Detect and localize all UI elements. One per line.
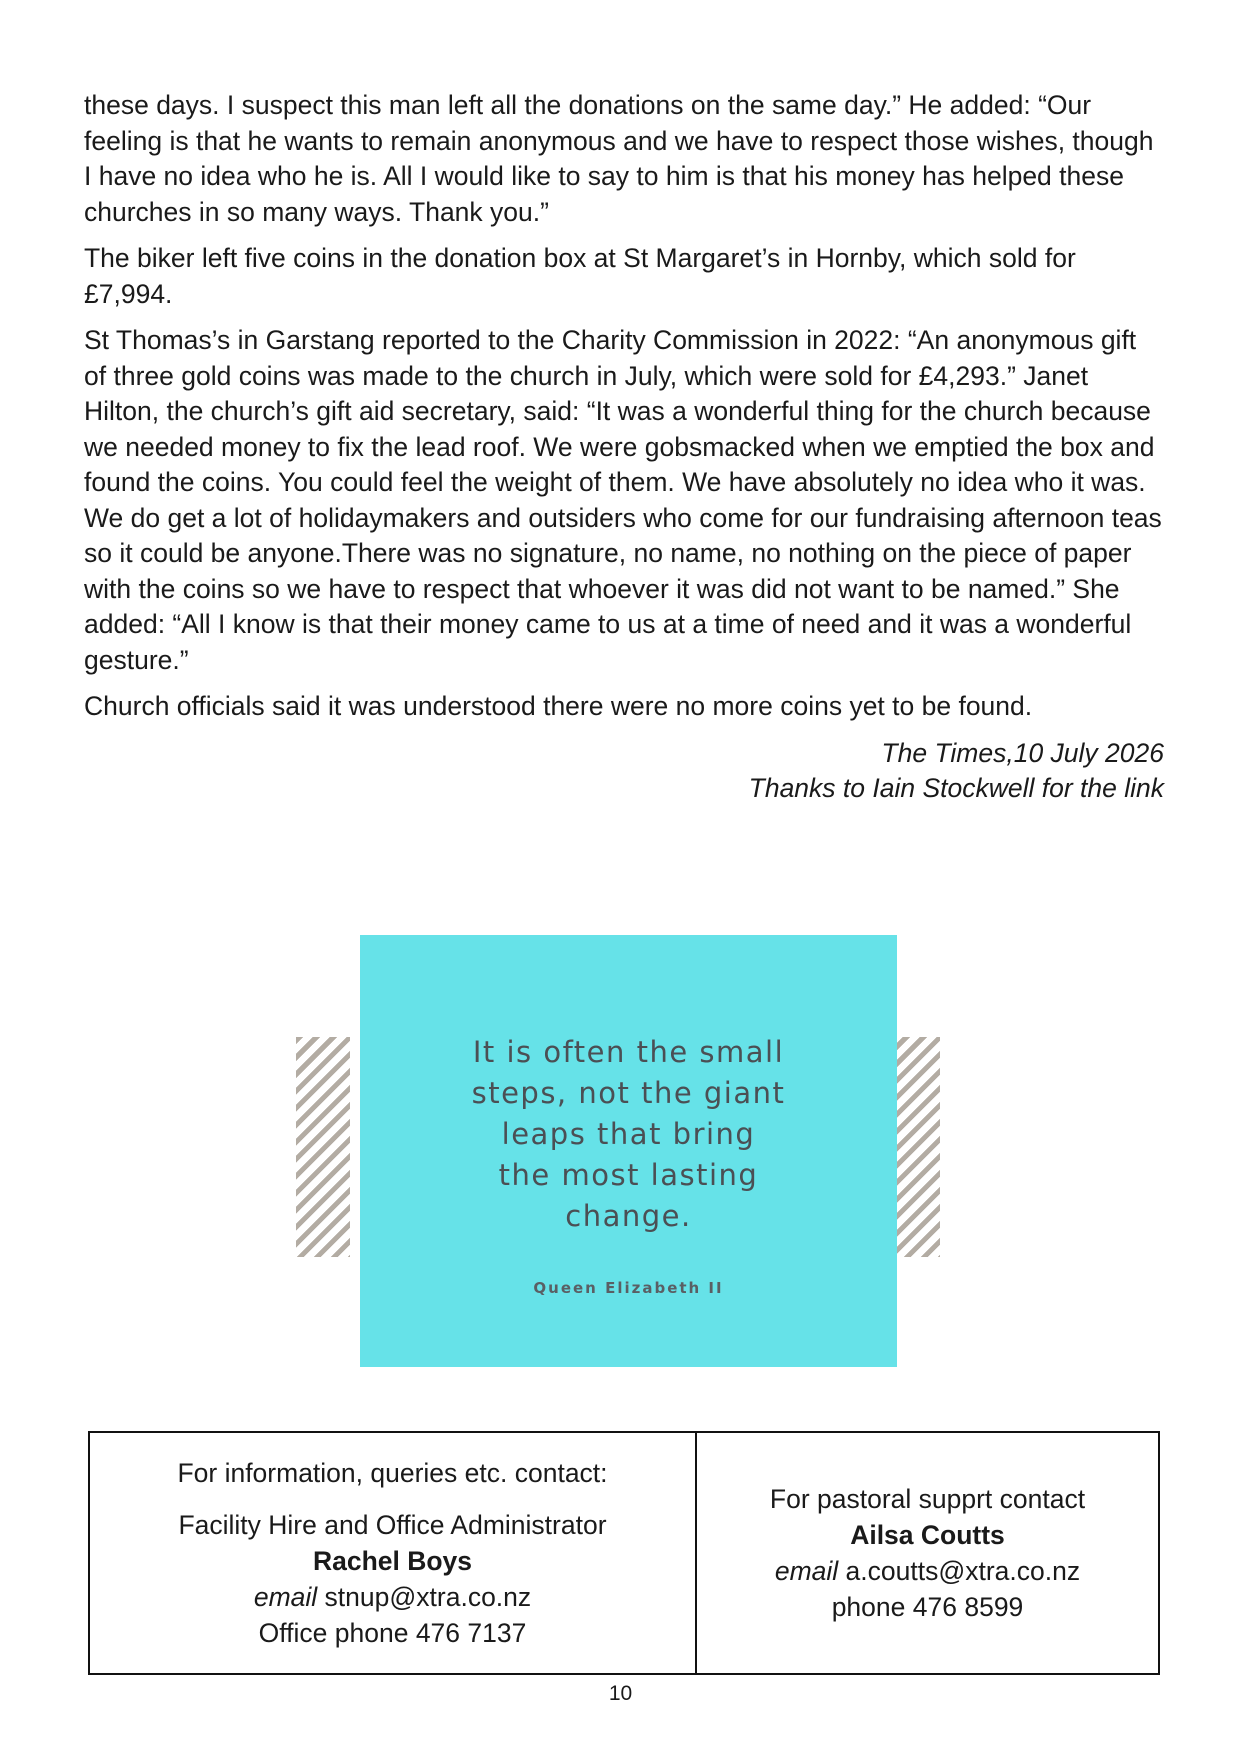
contact-office-email[interactable]: stnup@xtra.co.nz	[324, 1582, 532, 1612]
contact-office	[90, 1433, 697, 1673]
contact-pastoral-name: Ailsa Coutts	[850, 1520, 1005, 1550]
contact-office-name: Rachel Boys	[312, 1546, 473, 1576]
contact-office-phone-label: Office phone	[258, 1618, 409, 1648]
contact-pastoral-email-line	[697, 1553, 1158, 1589]
contact-office-role: Facility Hire and Office Administrator	[178, 1510, 607, 1540]
contact-pastoral-email[interactable]: a.coutts@xtra.co.nz	[845, 1556, 1081, 1586]
contact-pastoral-phone-label: phone	[831, 1592, 906, 1622]
article-credit	[84, 736, 1164, 806]
article-source: The Times,10 July 2026	[881, 737, 1164, 768]
contact-pastoral-email-label: email	[774, 1556, 839, 1586]
quote-text: It is often the small steps, not the giant leaps that bring the most lasting change.	[471, 1035, 786, 1233]
contact-box	[88, 1431, 1160, 1675]
contact-office-email-line	[90, 1579, 695, 1615]
contact-pastoral	[697, 1433, 1158, 1673]
contact-pastoral-heading: For pastoral supprt contact	[769, 1484, 1086, 1514]
article-paragraph: The biker left five coins in the donation box at St Margaret’s in Hornby, which sold for £7,994.	[84, 243, 1076, 309]
quote-author: Queen Elizabeth II	[533, 1279, 724, 1297]
contact-office-heading: For information, queries etc. contact:	[177, 1458, 608, 1488]
article-paragraph: Church officials said it was understood there were no more coins yet to be found.	[84, 691, 1033, 721]
contact-pastoral-phone: 476 8599	[912, 1592, 1024, 1622]
quote-card	[360, 935, 897, 1367]
contact-office-phone-line	[90, 1615, 695, 1651]
decorative-stripes-left	[296, 1037, 350, 1257]
quote-graphic	[296, 922, 940, 1380]
contact-office-email-label: email	[253, 1582, 318, 1612]
article-paragraph: these days. I suspect this man left all the donations on the same day.” He added: “Our feeling is that he wants to remain anonymous and we have to respect those wishes, though I have no idea who he is. All I would like to say to him is that his money has helped these churches in so many ways. Thank you.”	[84, 90, 1154, 227]
contact-office-phone: 476 7137	[415, 1618, 527, 1648]
contact-pastoral-phone-line	[697, 1589, 1158, 1625]
page-number: 10	[608, 1682, 633, 1705]
article-body	[84, 88, 1164, 806]
article-thanks: Thanks to Iain Stockwell for the link	[748, 772, 1164, 803]
article-paragraph: St Thomas’s in Garstang reported to the Charity Commission in 2022: “An anonymous gift of three gold coins was made to the church in July, which were sold for £4,293.” Janet Hilton, the church’s gift aid secretary, said: “It was a wonderful thing for the church because we needed money to fix the lead roof. We were gobsmacked when we emptied the box and found the coins. You could feel the weight of them. We have absolutely no idea who it was. We do get a lot of holidaymakers and outsiders who come for our fundraising afternoon teas so it could be anyone.There was no signature, no name, no nothing on the piece of paper with the coins so we have to respect that whoever it was did not want to be named.” She added: “All I know is that their money came to us at a time of need and it was a wonderful gesture.”	[84, 325, 1162, 675]
